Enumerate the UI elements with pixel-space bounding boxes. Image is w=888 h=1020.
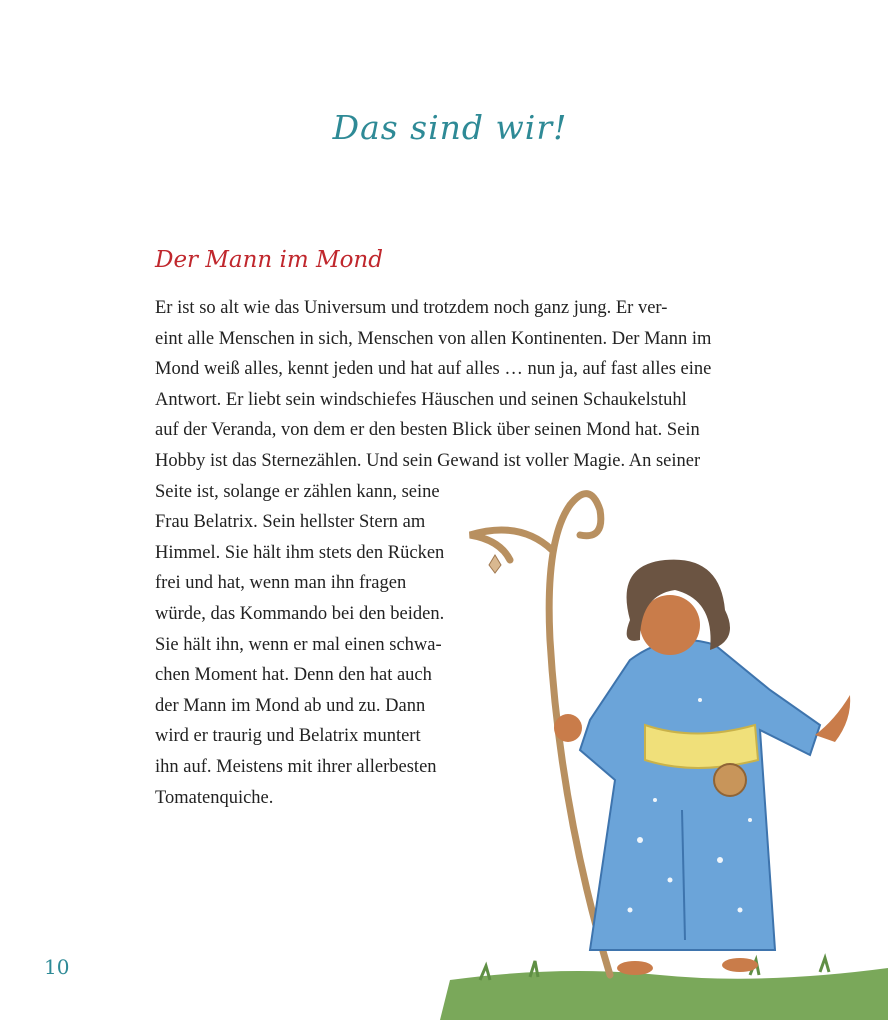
paragraph-line: chen Moment hat. Denn den hat auch	[155, 665, 432, 686]
paragraph-line: Frau Belatrix. Sein hellster Stern am	[155, 512, 426, 533]
paragraph-line: Sie hält ihn, wenn er mal einen schwa-	[155, 634, 442, 655]
paragraph-line: Er ist so alt wie das Universum und trotzdem noch ganz jung. Er ver-	[155, 298, 668, 318]
section-heading: Der Mann im Mond	[155, 247, 383, 273]
paragraph-line: Mond weiß alles, kennt jeden und hat auf alles … nun ja, auf fast alles eine	[155, 359, 712, 380]
paragraph-line: Seite ist, solange er zählen kann, seine	[155, 481, 440, 502]
paragraph-line: Himmel. Sie hält ihm stets den Rücken	[155, 542, 445, 563]
paragraph-line: frei und hat, wenn man ihn fragen	[155, 573, 407, 594]
right-hand	[815, 695, 850, 742]
grass	[440, 968, 888, 1020]
paragraph-line: eint alle Menschen in sich, Menschen von allen Kontinenten. Der Mann im	[155, 328, 712, 349]
page-number: 10	[44, 955, 70, 979]
paragraph-line: auf der Veranda, von dem er den besten Blick über seinen Mond hat. Sein	[155, 420, 700, 441]
left-hand	[554, 714, 582, 742]
paragraph-line: ihn auf. Meistens mit ihrer allerbesten	[155, 756, 437, 777]
paragraph-line: Hobby ist das Sternezählen. Und sein Gewand ist voller Magie. An seiner	[155, 450, 701, 471]
paragraph-line: Antwort. Er liebt sein windschiefes Häuschen und seinen Schaukelstuhl	[155, 389, 687, 410]
paragraph-line: wird er traurig und Belatrix muntert	[155, 726, 421, 747]
paragraph-line: Tomatenquiche.	[155, 787, 274, 808]
paragraph-line: der Mann im Mond ab und zu. Dann	[155, 695, 426, 716]
robe	[580, 640, 820, 950]
man-in-the-moon-illustration	[440, 480, 888, 1020]
paragraph-line: würde, das Kommando bei den beiden.	[155, 603, 445, 624]
page-title: Das sind wir!	[332, 108, 568, 147]
